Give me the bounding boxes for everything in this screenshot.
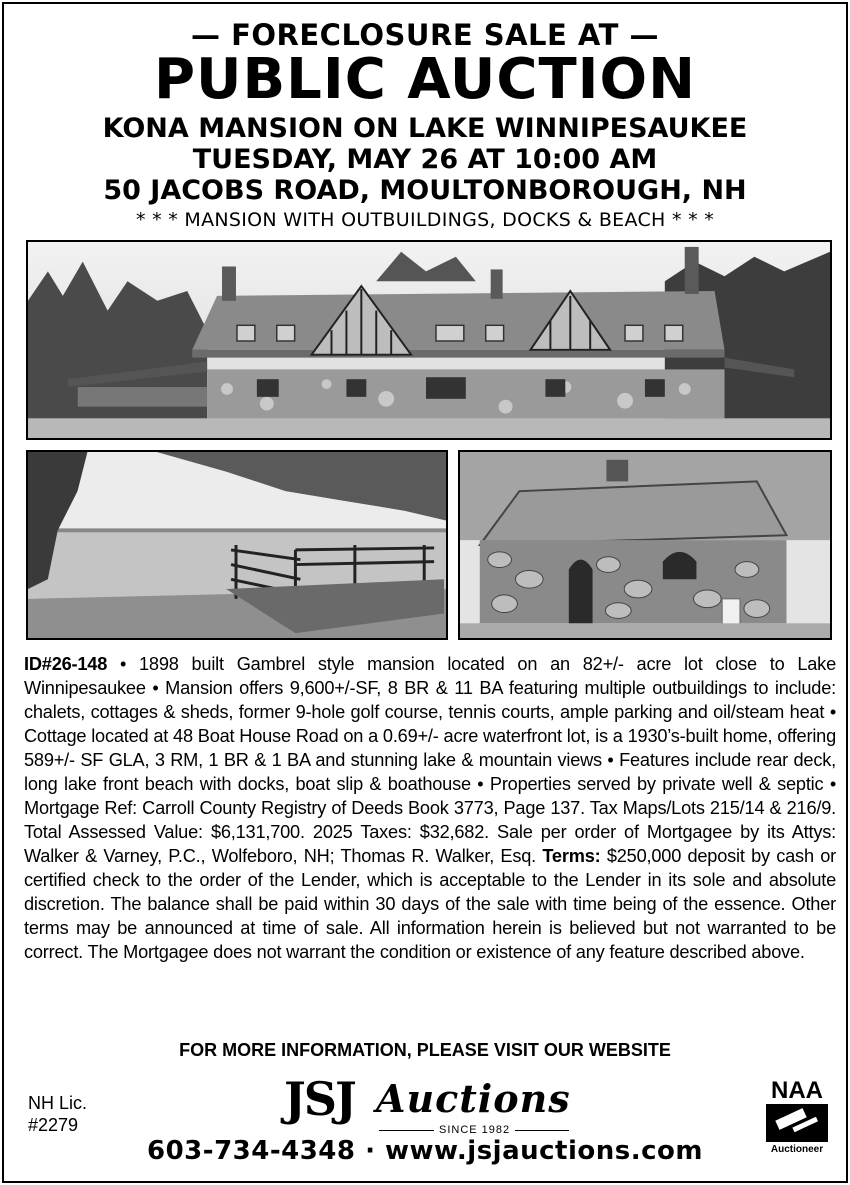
property-name: KONA MANSION ON LAKE WINNIPESAUKEE (102, 113, 748, 144)
auction-date: TUESDAY, MAY 26 AT 10:00 AM (192, 144, 658, 175)
more-info-heading: FOR MORE INFORMATION, PLEASE VISIT OUR WEBSITE (179, 1040, 671, 1060)
advertisement-frame (2, 2, 848, 1183)
lake-deck-photo (26, 450, 448, 640)
naa-caption: Auctioneer (770, 1144, 824, 1155)
naa-letters: NAA (771, 1077, 823, 1104)
description-part1: • 1898 built Gambrel style mansion located on an 82+/- acre lot close to Lake Winnipesaukee • Mansion offers 9,600+/-SF, 8 BR & 11 BA featuring multiple outbuildings to include: chalets, cottages & sheds, former 9-hole golf course, tennis courts, ample parking and oil/steam heat • Cottage located at 48 Boat House Road on a 0.69+/- acre waterfront lot, is a 1930’s-built home, offering 589+/- SF GLA, 3 RM, 1 BR & 1 BA and stunning lake & mountain views • Features include rear deck, long lake front beach with docks, boat slip & boathouse • Properties served by private well & septic • Mortgage Ref: Carroll County Registry of Deeds Book 3773, Page 137. Tax Maps/Lots 215/14 & 216/9. Total Assessed Value: $6,131,700. 2025 Taxes: $32,682. Sale per order of Mortgagee by its Attys: Walker & Varney, P.C., Wolfeboro, NH; Thomas R. Walker, Esq. (24, 654, 836, 866)
logo-since-text: SINCE 1982 (434, 1124, 515, 1136)
license-info (28, 1092, 87, 1136)
page-title: PUBLIC AUCTION (153, 47, 696, 112)
listing-id: ID#26-148 (24, 654, 108, 674)
license-number: #2279 (28, 1115, 79, 1135)
mansion-photo (26, 240, 832, 440)
tagline: * * * MANSION WITH OUTBUILDINGS, DOCKS & BEACH * * * (135, 209, 715, 231)
logo-auctions-text: Auctions (376, 1076, 571, 1121)
logo-jsj-text: JSJ (284, 1072, 355, 1126)
terms-label: Terms: (542, 846, 601, 866)
contact-separator: · (365, 1136, 376, 1166)
property-address: 50 JACOBS ROAD, MOULTONBOROUGH, NH (103, 175, 747, 206)
subtitle: — FORECLOSURE SALE AT — (190, 18, 660, 52)
naa-auctioneer-badge-icon (762, 1074, 832, 1156)
description-part2: $250,000 deposit by cash or certified check to the order of the Lender, which is acceptable to the Lender in its sole and absolute discretion. The balance shall be paid within 30 days of the sale with time being of the essence. Other terms may be announced at time of sale. All information herein is believed but not warranted to be correct. The Mortgagee does not warrant the condition or existence of any feature described above. (24, 846, 836, 962)
jsj-auctions-logo (284, 1072, 584, 1144)
license-label: NH Lic. (28, 1093, 88, 1113)
website-link[interactable]: www.jsjauctions.com (385, 1136, 703, 1166)
property-description (24, 652, 836, 964)
phone-number[interactable]: 603-734-4348 (147, 1136, 356, 1166)
stone-cottage-photo (458, 450, 832, 640)
contact-line (4, 1136, 846, 1166)
